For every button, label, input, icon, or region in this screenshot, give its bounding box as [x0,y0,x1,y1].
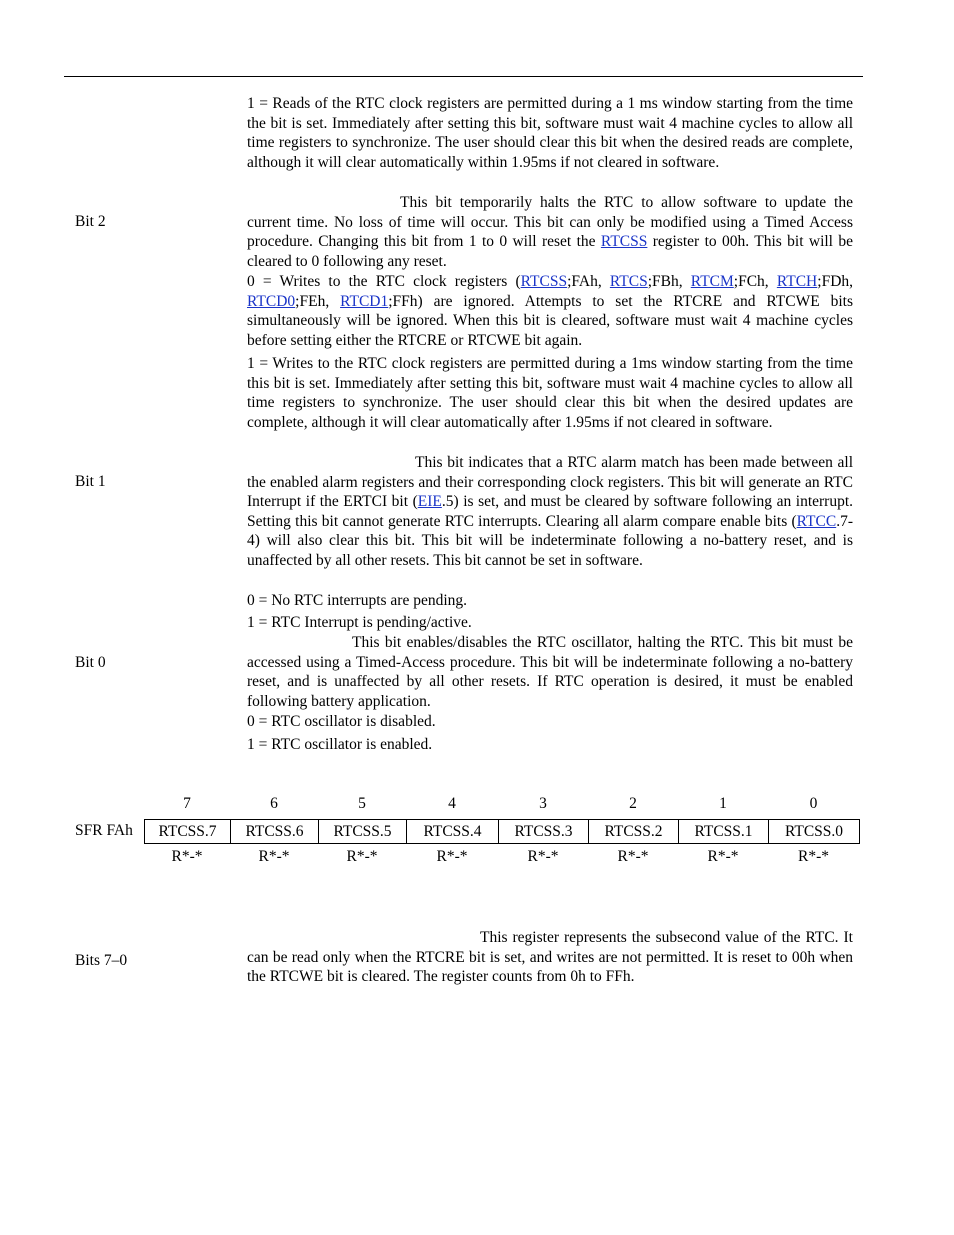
access-type: R*-* [258,848,290,865]
bit-number: 3 [539,795,547,812]
bit1-clear-description: 0 = No RTC interrupts are pending. [247,592,468,609]
bit0-description: This bit enables/disables the RTC oscillator, halting the RTC. This bit must be accessed using a Timed-Access procedure. This bit will be indeterminate following a no-battery reset, and is unaffected by all other resets. If RTC operation is desired, it must be enabled following battery application. [247,634,853,710]
link-rtcss[interactable]: RTCSS [600,233,648,251]
bit2-description: This bit temporarily halts the RTC to allow software to update the current time. No loss of time will occur. This bit can only be modified using a Timed Access procedure. Changing this bit from 1 to 0 will reset the RTCSS register to 00h. This bit will be cleared to 0 following any reset. [247,194,853,270]
register-bit-cell: RTCSS.2 [589,820,679,844]
bit0-label: Bit 0 [75,654,106,671]
register-bit-cell: RTCSS.4 [407,820,499,844]
bit-number: 0 [809,795,818,812]
link-rtch[interactable]: RTCH [776,273,818,290]
access-type: R*-* [707,848,739,865]
bit1-set-description: 1 = RTC Interrupt is pending/active. [247,614,472,631]
link-rtcs[interactable]: RTCS [609,273,648,290]
bit1-label: Bit 1 [75,473,106,490]
link-rtcc[interactable]: RTCC [796,512,837,530]
access-type: R*-* [171,848,203,865]
link-rtcss[interactable]: RTCSS [520,273,568,290]
bit-number: 7 [183,795,191,812]
register-bit-cell: RTCSS.6 [231,820,319,844]
link-rtcd0[interactable]: RTCD0 [247,292,296,310]
access-type: R*-* [798,848,829,865]
link-eie[interactable]: EIE [417,493,442,511]
bit-number: 6 [270,795,278,812]
bit-number: 4 [448,795,456,812]
bit2-set-description: 1 = Writes to the RTC clock registers are permitted during a 1ms window starting from the time this bit is set. Immediately after setting this bit, software must wait 4 machine cycles to allow all time registers to synchronize. The user should clear this bit when the desired updates are complete, although it will clear automatically after 1.95ms if not cleared in software. [247,355,853,431]
access-type: R*-* [527,848,559,865]
bit0-set-description: 1 = RTC oscillator is enabled. [247,736,433,753]
bits70-description: This register represents the subsecond value of the RTC. It can be read only when the RTCRE bit is set, and writes are not permitted. It is reset to 00h when the RTCWE bit is cleared. The register counts from 0h to FFh. [247,929,853,986]
header-rule [64,76,863,77]
register-bit-cell: RTCSS.3 [499,820,589,844]
bit-number: 2 [629,795,637,812]
bit1-description: This bit indicates that a RTC alarm match has been made between all the enabled alarm registers and their corresponding clock registers. This bit will generate an RTC Interrupt if the ERTCI bit (EIE.5) is set, and must be cleared by software following an interrupt. Setting this bit cannot generate RTC interrupts. Clearing all alarm compare enable bits (RTCC.7-4) will also clear this bit. This bit will be indeterminate following a no-battery reset, and is unaffected by all other resets. This bit cannot be set in software. [247,454,854,569]
bit2-clear-description: 0 = Writes to the RTC clock registers (RTCSS;FAh, RTCS;FBh, RTCM;FCh, RTCH;FDh, RTCD0;FEh, RTCD1;FFh) are ignored. Attempts to set the RTCRE and RTCWE bits simultaneously will be ignored. When this bit is cleared, software must wait 4 machine cycles before setting either the RTCRE or RTCWE bit again. [247,273,854,349]
bit2-label: Bit 2 [75,213,106,230]
register-bit-cell: RTCSS.1 [679,820,769,844]
register-bit-cell: RTCSS.0 [769,820,860,844]
sfr-address-label: SFR FAh [75,822,133,839]
register-bit-table [144,819,860,844]
bit-number: 1 [719,795,727,812]
access-type: R*-* [436,848,468,865]
access-type: R*-* [617,848,649,865]
link-rtcm[interactable]: RTCM [690,273,734,290]
bit0-clear-description: 0 = RTC oscillator is disabled. [247,713,436,730]
access-type: R*-* [346,848,378,865]
bits70-label: Bits 7–0 [75,952,128,969]
link-rtcd1[interactable]: RTCD1 [340,292,389,310]
bit3-set-description: 1 = Reads of the RTC clock registers are permitted during a 1 ms window starting from the time the bit is set. Immediately after setting this bit, software must wait 4 machine cycles to allow all time registers to synchronize. The user should clear this bit when the desired reads are complete, although it will clear automatically within 1.95ms if not cleared in software. [247,95,853,171]
register-bit-cell: RTCSS.5 [319,820,407,844]
bit-number: 5 [358,795,366,812]
register-bit-cell: RTCSS.7 [145,820,231,844]
